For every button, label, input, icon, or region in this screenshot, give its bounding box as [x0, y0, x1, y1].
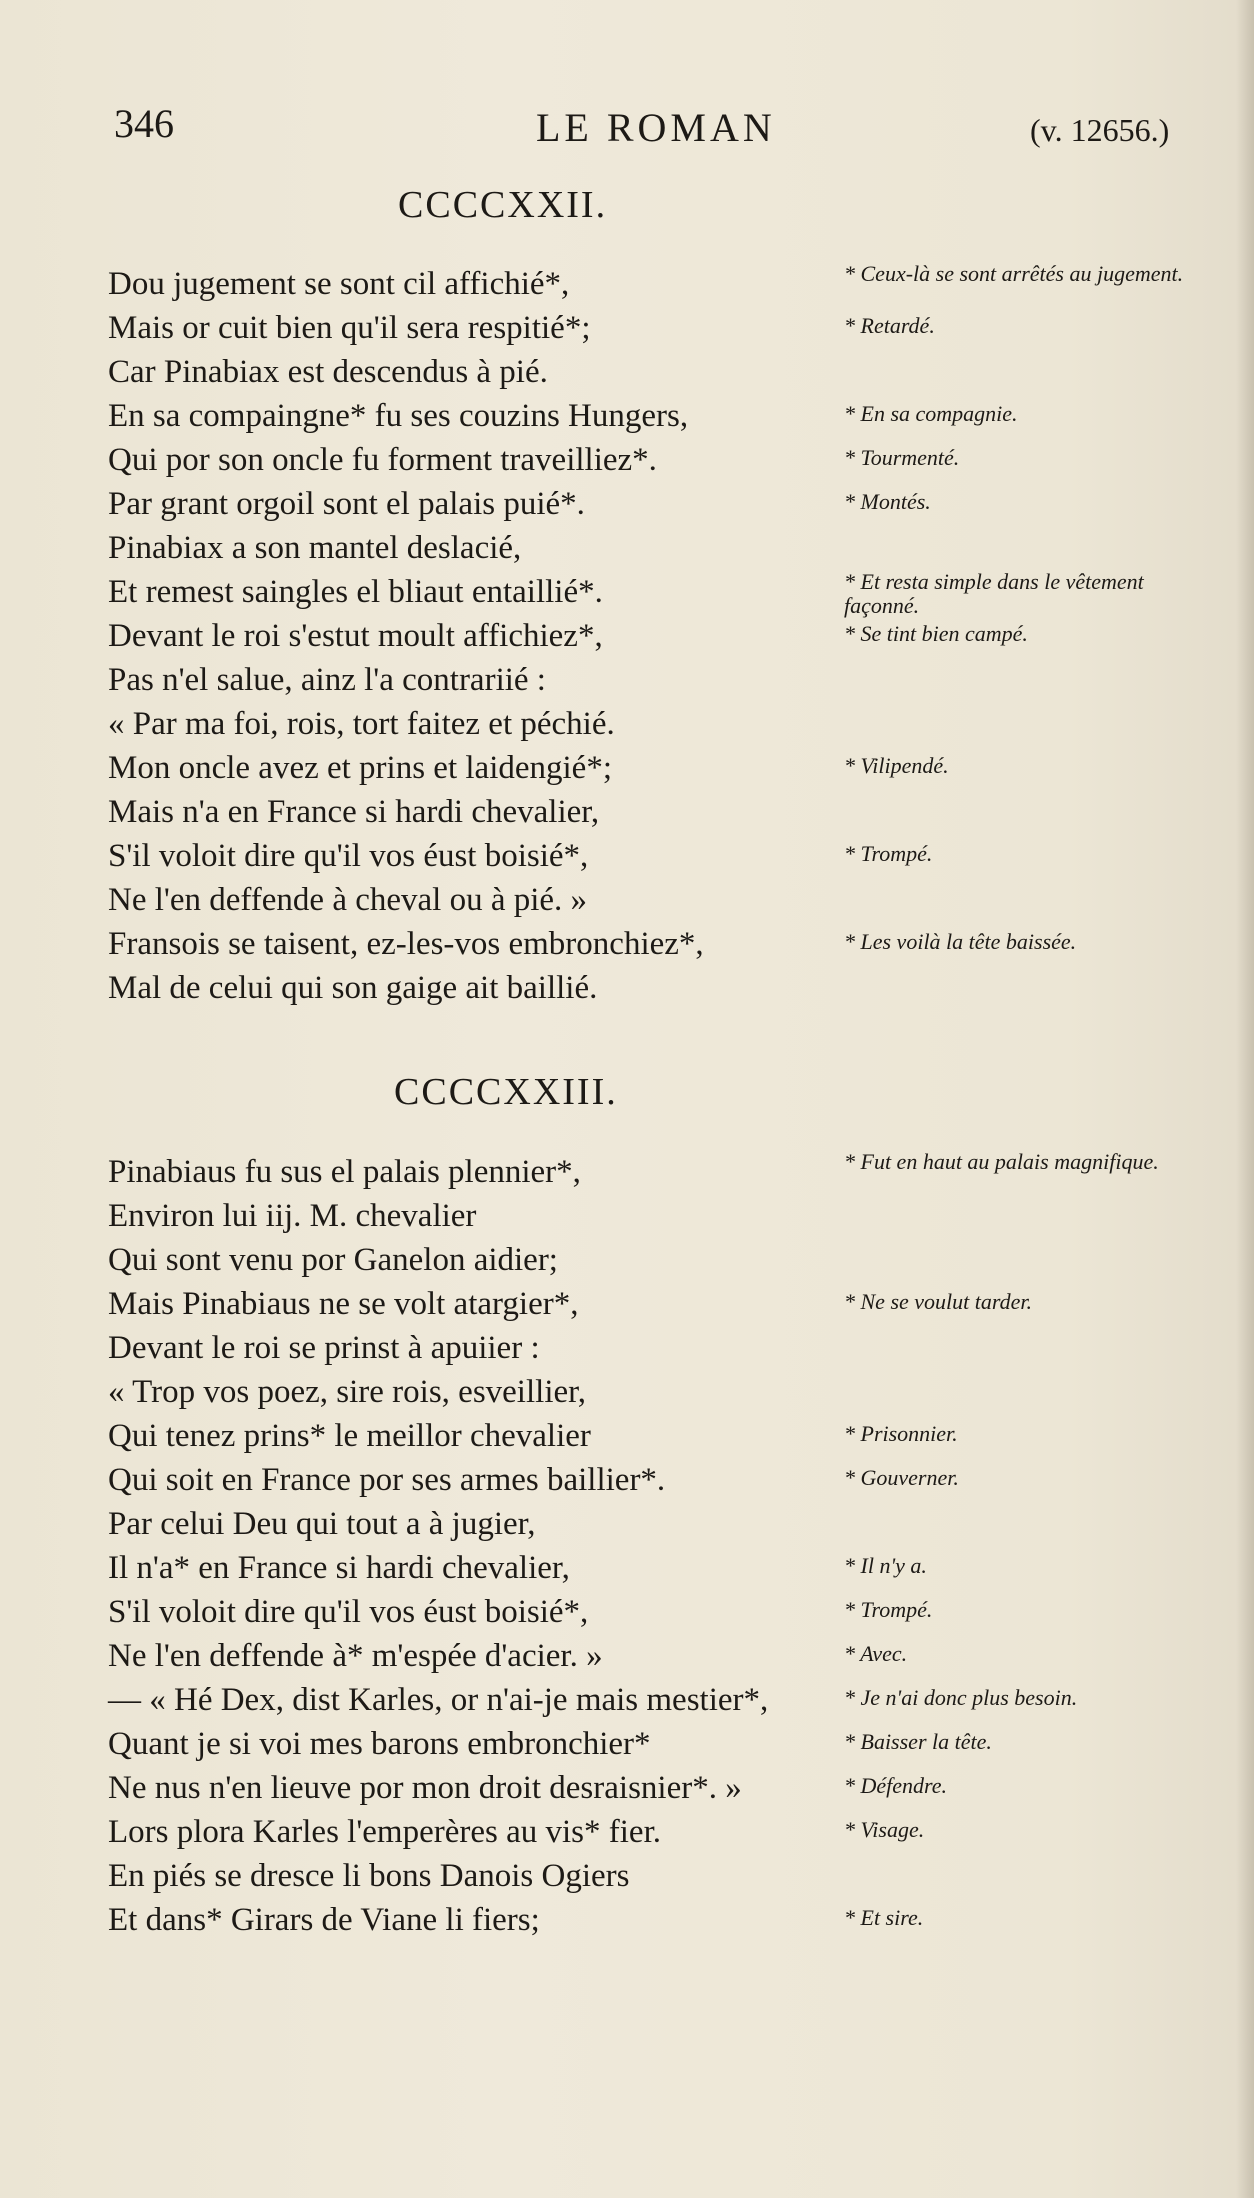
verse-line: S'il voloit dire qu'il vos éust boisié*,: [108, 1594, 589, 1630]
verse-row: [108, 306, 1228, 350]
verse-row: [108, 878, 1228, 922]
verse-line: En sa compaingne* fu ses couzins Hungers,: [108, 398, 689, 434]
margin-gloss: * Il n'y a.: [844, 1553, 927, 1578]
verse-line: Car Pinabiax est descendus à pié.: [108, 354, 548, 390]
verse-row: [108, 790, 1228, 834]
verse-line: Ne l'en deffende à* m'espée d'acier. »: [108, 1638, 603, 1674]
margin-gloss: * Visage.: [844, 1817, 925, 1842]
verse-row: [108, 1546, 1228, 1590]
verse-row: [108, 482, 1228, 526]
verse-reference: (v. 12656.): [1030, 112, 1170, 148]
verse-line: « Par ma foi, rois, tort faitez et péchié.: [108, 706, 615, 742]
margin-gloss: * Je n'ai donc plus besoin.: [844, 1685, 1078, 1710]
verse-row: [108, 438, 1228, 482]
verse-row: [108, 1634, 1228, 1678]
verse-line: Et dans* Girars de Viane li fiers;: [108, 1902, 540, 1938]
margin-gloss: * Et resta simple dans le vêtement façonné.: [844, 569, 1144, 618]
verse-line: Mais n'a en France si hardi chevalier,: [108, 794, 600, 830]
margin-gloss: * Ceux-là se sont arrêtés au jugement.: [844, 261, 1184, 286]
verse-block: [108, 262, 1228, 1010]
verse-row: [108, 614, 1228, 658]
verse-line: Ne nus n'en lieuve por mon droit desraisnier*. »: [108, 1770, 742, 1806]
verse-row: [108, 1722, 1228, 1766]
verse-line: « Trop vos poez, sire rois, esveillier,: [108, 1374, 587, 1410]
verse-row: [108, 1458, 1228, 1502]
verse-line: Devant le roi s'estut moult affichiez*,: [108, 618, 603, 654]
verse-line: Environ lui iij. M. chevalier: [108, 1198, 477, 1234]
verse-line: Pas n'el salue, ainz l'a contrariié :: [108, 662, 546, 698]
running-header: [0, 100, 1254, 160]
margin-gloss: * Se tint bien campé.: [844, 621, 1028, 646]
verse-line: Pinabiax a son mantel deslacié,: [108, 530, 522, 566]
verse-row: [108, 1502, 1228, 1546]
verse-row: [108, 262, 1228, 306]
margin-gloss: * Trompé.: [844, 1597, 933, 1622]
margin-gloss: * Trompé.: [844, 841, 933, 866]
verse-row: [108, 1326, 1228, 1370]
verse-line: Ne l'en deffende à cheval ou à pié. »: [108, 882, 588, 918]
verse-row: [108, 1194, 1228, 1238]
margin-gloss: * Défendre.: [844, 1773, 948, 1798]
verse-row: [108, 834, 1228, 878]
verse-row: [108, 1590, 1228, 1634]
verse-row: [108, 1678, 1228, 1722]
verse-row: [108, 526, 1228, 570]
verse-line: Devant le roi se prinst à apuiier :: [108, 1330, 540, 1366]
margin-gloss: * Gouverner.: [844, 1465, 959, 1490]
verse-line: S'il voloit dire qu'il vos éust boisié*,: [108, 838, 589, 874]
margin-gloss: * Prisonnier.: [844, 1421, 958, 1446]
margin-gloss: * Et sire.: [844, 1905, 924, 1930]
verse-line: Qui tenez prins* le meillor chevalier: [108, 1418, 591, 1454]
verse-line: Pinabiaus fu sus el palais plennier*,: [108, 1154, 581, 1190]
verse-row: [108, 1150, 1228, 1194]
verse-line: Par celui Deu qui tout a à jugier,: [108, 1506, 536, 1542]
verse-row: [108, 569, 1228, 618]
margin-gloss: * Avec.: [844, 1641, 908, 1666]
verse-line: Qui por son oncle fu forment traveilliez*.: [108, 442, 657, 478]
verse-line: — « Hé Dex, dist Karles, or n'ai-je mais mestier*,: [108, 1682, 769, 1718]
verse-line: Fransois se taisent, ez-les-vos embronchiez*,: [108, 926, 704, 962]
verse-line: Qui soit en France por ses armes baillier*.: [108, 1462, 666, 1498]
verse-line: Dou jugement se sont cil affichié*,: [108, 266, 570, 302]
verse-row: [108, 1898, 1228, 1942]
section-heading: CCCCXXIII.: [394, 1071, 618, 1113]
verse-row: [108, 1766, 1228, 1810]
running-title: LE ROMAN: [536, 105, 776, 150]
verse-row: [108, 702, 1228, 746]
section-heading: CCCCXXII.: [398, 184, 608, 226]
page-edge-shadow: [1236, 0, 1254, 2198]
verse-row: [108, 1282, 1228, 1326]
page-number: 346: [114, 101, 174, 146]
margin-gloss: * Montés.: [844, 489, 931, 514]
verse-line: En piés se dresce li bons Danois Ogiers: [108, 1858, 630, 1894]
margin-gloss: * Baisser la tête.: [844, 1729, 992, 1754]
verse-line: Mais or cuit bien qu'il sera respitié*;: [108, 310, 591, 346]
margin-gloss: * Fut en haut au palais magnifique.: [844, 1149, 1159, 1174]
verse-row: [108, 1238, 1228, 1282]
verse-row: [108, 658, 1228, 702]
margin-gloss: * Ne se voulut tarder.: [844, 1289, 1032, 1314]
verse-line: Mais Pinabiaus ne se volt atargier*,: [108, 1286, 579, 1322]
verse-line: Mon oncle avez et prins et laidengié*;: [108, 750, 612, 786]
verse-block: [108, 1150, 1228, 1942]
verse-row: [108, 966, 1228, 1010]
verse-line: Par grant orgoil sont el palais puié*.: [108, 486, 585, 522]
margin-gloss: * Vilipendé.: [844, 753, 949, 778]
verse-line: Mal de celui qui son gaige ait baillié.: [108, 970, 598, 1006]
verse-row: [108, 394, 1228, 438]
verse-row: [108, 350, 1228, 394]
verse-line: Quant je si voi mes barons embronchier*: [108, 1726, 651, 1762]
verse-line: Qui sont venu por Ganelon aidier;: [108, 1242, 558, 1278]
margin-gloss: * En sa compagnie.: [844, 401, 1018, 426]
verse-line: Il n'a* en France si hardi chevalier,: [108, 1550, 570, 1586]
verse-row: [108, 746, 1228, 790]
margin-gloss: * Tourmenté.: [844, 445, 960, 470]
verse-row: [108, 1854, 1228, 1898]
verse-row: [108, 1810, 1228, 1854]
margin-gloss: * Retardé.: [844, 313, 935, 338]
verse-line: Et remest saingles el bliaut entaillié*.: [108, 574, 603, 610]
verse-row: [108, 1370, 1228, 1414]
verse-row: [108, 922, 1228, 966]
verse-line: Lors plora Karles l'emperères au vis* fier.: [108, 1814, 661, 1850]
verse-row: [108, 1414, 1228, 1458]
margin-gloss: * Les voilà la tête baissée.: [844, 929, 1077, 954]
